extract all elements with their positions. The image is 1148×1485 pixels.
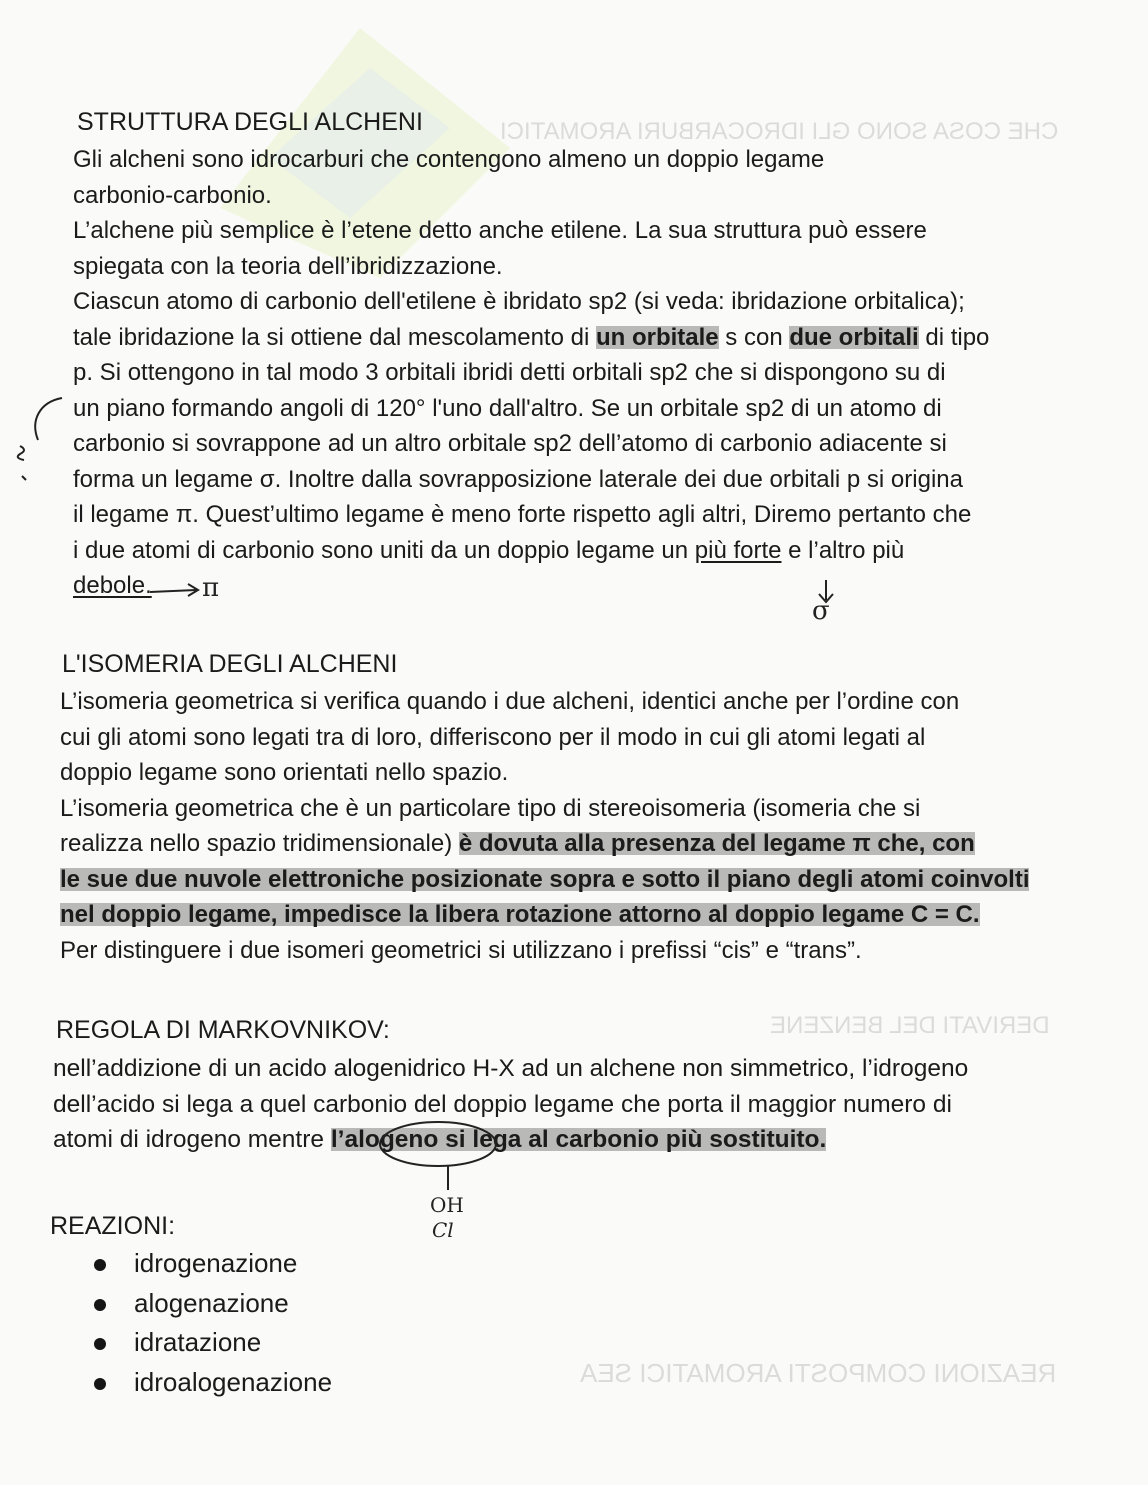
reazioni-list [88, 1244, 332, 1402]
section-title-markovnikov: REGOLA DI MARKOVNIKOV: [56, 1016, 390, 1044]
handwritten-pi-note: π [202, 573, 220, 603]
list-item: idrogenazione [88, 1244, 332, 1284]
section-title-structure: STRUTTURA DEGLI ALCHENI [77, 108, 423, 136]
structure-body [73, 142, 989, 604]
text-line: L’alchene più semplice è l’etene detto anche etilene. La sua struttura può essere [73, 217, 927, 244]
text-line: doppio legame sono orientati nello spazio. [60, 759, 509, 786]
underlined-piu-forte: più forte [694, 536, 782, 564]
text-line: L’isomeria geometrica si verifica quando i due alcheni, identici anche per l’ordine con [60, 688, 960, 715]
text-line [60, 862, 1029, 898]
list-item: idratazione [88, 1323, 332, 1363]
text-line: carbonio si sovrappone ad un altro orbitale sp2 dell’atomo di carbonio adiacente si [73, 430, 947, 457]
text-line: carbonio-carbonio. [73, 181, 272, 209]
text-line [60, 897, 1029, 933]
text-line: cui gli atomi sono legati tra di loro, differiscono per il modo in cui gli atomi legati al [60, 723, 926, 751]
list-item: idroalogenazione [88, 1363, 332, 1403]
text-line: spiegata con la teoria dell’ibridizzazione. [73, 252, 503, 280]
highlight-alogeno: l’alogeno si lega al carbonio più sostituito. [330, 1126, 827, 1153]
markovnikov-body [53, 1051, 968, 1158]
handwritten-oh: OH [430, 1193, 464, 1217]
handwritten-cl: Cl [432, 1218, 454, 1242]
bleed-through-text: CHE COSA SONO GLI IDROCARBURI AROMATICI [500, 118, 1059, 145]
highlight-un-orbitale: un orbitale [595, 323, 719, 351]
text-line: atomi di idrogeno mentre l’alogeno si lega al carbonio più sostituito. [53, 1126, 827, 1153]
highlight-legame-pi: è dovuta alla presenza del legame π che, con [458, 830, 975, 857]
text-line: dell’acido si lega a quel carbonio del doppio legame che porta il maggior numero di [53, 1090, 952, 1118]
text-line: tale ibridazione la si ottiene dal mescolamento di un orbitale s con due orbitali di tipo [73, 323, 990, 351]
text-line: Ciascun atomo di carbonio dell'etilene è ibridato sp2 (si veda: ibridazione orbitalica); [73, 288, 965, 315]
highlight-rotazione: nel doppio legame, impedisce la libera rotazione attorno al doppio legame C = C. [60, 901, 980, 928]
handwritten-sigma-note: σ [812, 596, 830, 626]
text-line: i due atomi di carbonio sono uniti da un doppio legame un più forte e l’altro più [73, 536, 905, 564]
highlight-due-orbitali: due orbitali [789, 323, 919, 351]
underlined-debole: debole. [73, 572, 152, 599]
highlight-nuvole: le sue due nuvole elettroniche posizionate sopra e sotto il piano degli atomi coinvolti [60, 865, 1030, 893]
text-line: il legame π. Quest’ultimo legame è meno forte rispetto agli altri, Diremo pertanto che [73, 501, 972, 528]
isomeria-body [60, 684, 1029, 968]
list-item: alogenazione [88, 1284, 332, 1324]
text-line: realizza nello spazio tridimensionale) è dovuta alla presenza del legame π che, con [60, 830, 975, 857]
text-line: forma un legame σ. Inoltre dalla sovrapposizione laterale dei due orbitali p si origina [73, 465, 963, 493]
text-line: nell’addizione di un acido alogenidrico H-X ad un alchene non simmetrico, l’idrogeno [53, 1055, 969, 1082]
bleed-through-text: REAZIONI COMPOSTI AROMATICI SEA [580, 1358, 1057, 1388]
section-title-isomeria: L'ISOMERIA DEGLI ALCHENI [62, 650, 398, 678]
text-line: Per distinguere i due isomeri geometrici si utilizzano i prefissi “cis” e “trans”. [60, 936, 862, 964]
text-line: Gli alcheni sono idrocarburi che contengono almeno un doppio legame [73, 146, 825, 173]
section-title-reazioni: REAZIONI: [50, 1212, 176, 1240]
text-line: L’isomeria geometrica che è un particolare tipo di stereoisomeria (isomeria che si [60, 794, 921, 822]
text-line: un piano formando angoli di 120° l'uno dall'altro. Se un orbitale sp2 di un atomo di [73, 394, 942, 422]
text-line: p. Si ottengono in tal modo 3 orbitali ibridi detti orbitali sp2 che si dispongono su di [73, 359, 946, 386]
bleed-through-text: DERIVATI DEL BENZENE [770, 1012, 1050, 1039]
